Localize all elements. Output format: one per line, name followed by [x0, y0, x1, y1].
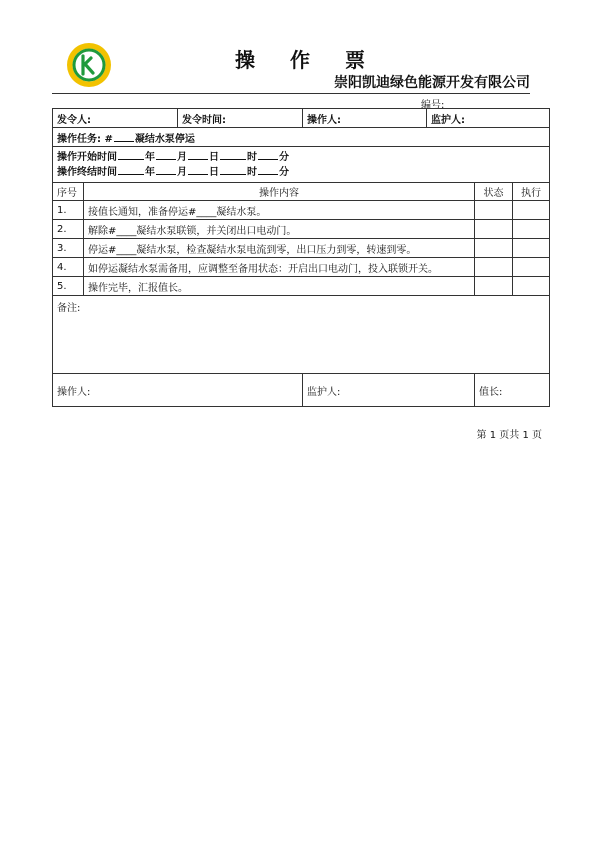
operator-field[interactable]: 操作人: — [303, 109, 427, 128]
issue-time-field[interactable]: 发令时间: — [178, 109, 303, 128]
col-status-header: 状态 — [475, 183, 513, 201]
table-row — [53, 220, 550, 239]
step-content: 接值长通知，准备停运#____凝结水泵。 — [84, 201, 475, 220]
company-name: 崇阳凯迪绿色能源开发有限公司 — [334, 75, 530, 91]
supervisor-signature[interactable]: 监护人: — [303, 374, 475, 407]
step-execute-cell[interactable] — [513, 201, 550, 220]
step-index: 5. — [53, 277, 84, 296]
end-time-label: 操作终结时间 — [57, 166, 117, 178]
task-prefix: # — [104, 133, 113, 145]
step-content: 操作完毕，汇报值长。 — [84, 277, 475, 296]
task-label: 操作任务: — [57, 133, 101, 145]
step-execute-cell[interactable] — [513, 258, 550, 277]
header-divider — [52, 93, 530, 94]
task-field[interactable] — [53, 128, 550, 147]
shift-leader-signature[interactable]: 值长: — [475, 374, 550, 407]
signature-row — [53, 374, 550, 407]
table-row — [53, 239, 550, 258]
col-index-header: 序号 — [53, 183, 84, 201]
step-content: 解除#____凝结水泵联锁，并关闭出口电动门。 — [84, 220, 475, 239]
table-header-row — [53, 183, 550, 201]
step-content: 如停运凝结水泵需备用，应调整至备用状态：开启出口电动门，投入联锁开关。 — [84, 258, 475, 277]
step-status-cell[interactable] — [475, 277, 513, 296]
unit-number-blank[interactable] — [114, 132, 134, 142]
step-content: 停运#____凝结水泵，检查凝结水泵电流到零，出口压力到零，转速到零。 — [84, 239, 475, 258]
operator-signature[interactable]: 操作人: — [53, 374, 303, 407]
table-row — [53, 277, 550, 296]
supervisor-field[interactable]: 监护人: — [427, 109, 550, 128]
step-execute-cell[interactable] — [513, 220, 550, 239]
step-status-cell[interactable] — [475, 239, 513, 258]
step-index: 4. — [53, 258, 84, 277]
remarks-field[interactable]: 备注: — [53, 296, 550, 374]
start-time-line: 操作开始时间 年 月 日 时 分 — [57, 151, 289, 163]
table-row — [53, 201, 550, 220]
start-time-label: 操作开始时间 — [57, 151, 117, 163]
table-row — [53, 258, 550, 277]
step-status-cell[interactable] — [475, 258, 513, 277]
step-execute-cell[interactable] — [513, 239, 550, 258]
step-status-cell[interactable] — [475, 220, 513, 239]
page-number: 第 1 页共 1 页 — [476, 430, 542, 441]
col-execute-header: 执行 — [513, 183, 550, 201]
end-time-line: 操作终结时间 年 月 日 时 分 — [57, 166, 289, 178]
task-text: 凝结水泵停运 — [134, 133, 195, 145]
step-index: 1. — [53, 201, 84, 220]
operation-ticket-table — [52, 108, 550, 407]
step-index: 3. — [53, 239, 84, 258]
page-title: 操 作 票 — [235, 48, 379, 72]
step-status-cell[interactable] — [475, 201, 513, 220]
col-content-header: 操作内容 — [84, 183, 475, 201]
step-index: 2. — [53, 220, 84, 239]
step-execute-cell[interactable] — [513, 277, 550, 296]
operation-time-field[interactable] — [53, 147, 550, 183]
issuer-field[interactable]: 发令人: — [53, 109, 178, 128]
serial-number-label: 编号: — [421, 100, 445, 111]
